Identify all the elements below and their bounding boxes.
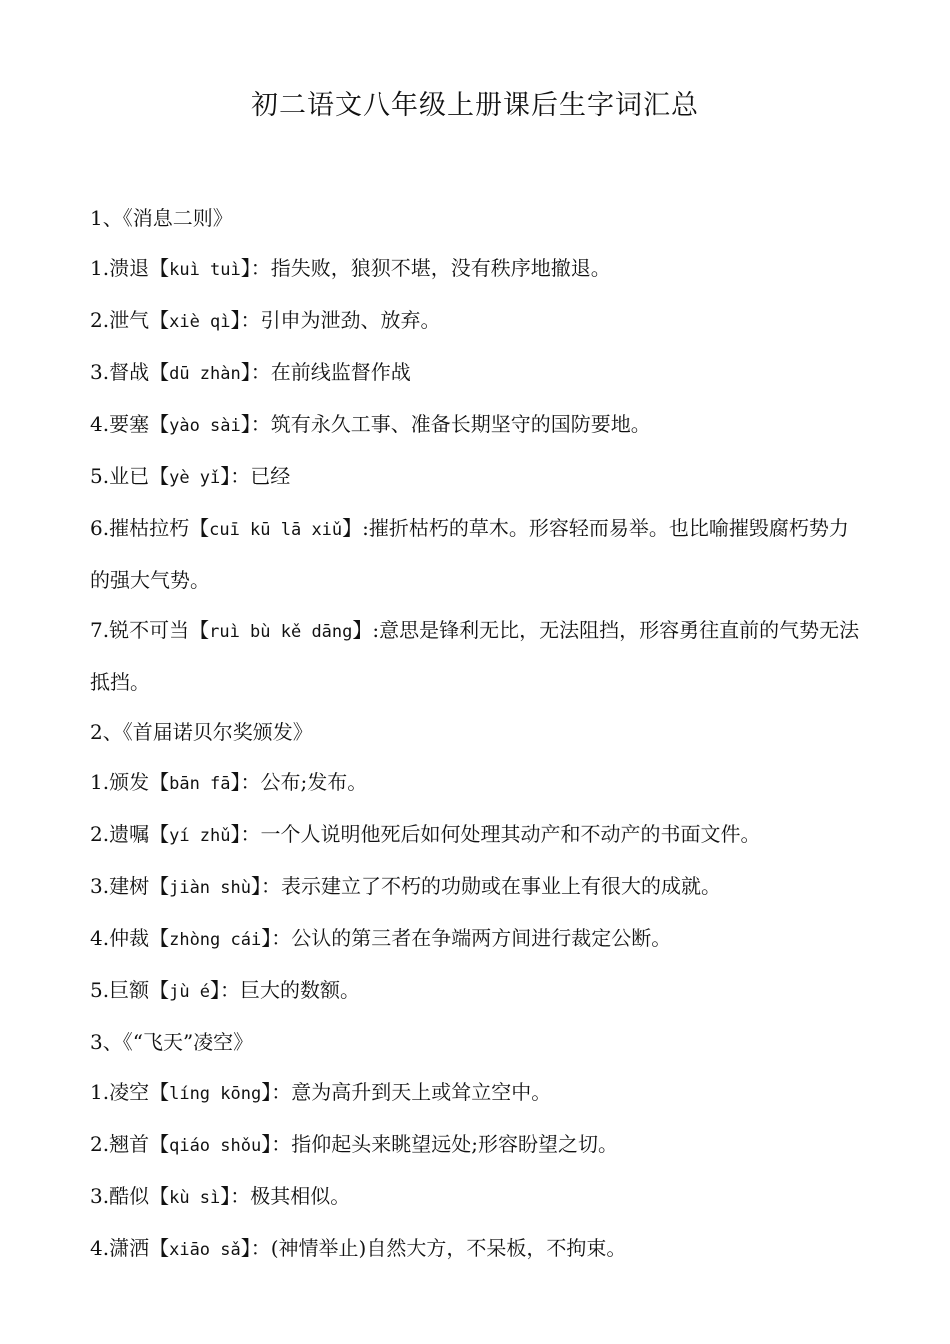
bracket-open: 【	[149, 822, 170, 846]
entry-definition: 引申为泄劲、放弃。	[260, 308, 441, 332]
entry-separator: ：	[240, 308, 261, 332]
entry-pinyin: dū zhàn	[169, 364, 241, 384]
entry-number: 6.	[90, 516, 110, 540]
entry-pinyin: yè yǐ	[169, 468, 221, 488]
bracket-open: 【	[189, 516, 210, 540]
bracket-open: 【	[149, 770, 170, 794]
bracket-open: 【	[149, 464, 170, 488]
bracket-open: 【	[149, 926, 170, 950]
entry-definition: 在前线监督作战	[270, 360, 411, 384]
entry-separator: ：	[250, 360, 271, 384]
entry-definition: 巨大的数额。	[240, 978, 361, 1002]
bracket-close: 】	[230, 308, 241, 332]
entry-number: 4.	[90, 412, 110, 436]
entry-separator: :	[372, 618, 380, 642]
entry-word: 凌空	[109, 1080, 150, 1104]
bracket-open: 【	[149, 1132, 170, 1156]
entry-pinyin: ruì bù kě dāng	[209, 622, 353, 642]
entry-number: 1.	[90, 770, 110, 794]
entry-separator: ：	[250, 256, 271, 280]
entry-pinyin: xiè qì	[169, 312, 231, 332]
bracket-close: 】	[240, 256, 251, 280]
entry-pinyin: kù sì	[169, 1188, 221, 1208]
entry-separator: ：	[271, 926, 292, 950]
entry-pinyin: qiáo shǒu	[169, 1136, 262, 1156]
entry-number: 7.	[90, 618, 110, 642]
entry-separator: ：	[240, 770, 261, 794]
entry-separator: ：	[240, 822, 261, 846]
entry-number: 2.	[90, 1132, 110, 1156]
vocab-entry	[90, 399, 865, 451]
entry-definition: 公认的第三者在争端两方间进行裁定公断。	[291, 926, 672, 950]
entry-pinyin: kuì tuì	[169, 260, 241, 280]
bracket-close: 】	[261, 1080, 272, 1104]
entry-word: 酷似	[109, 1184, 150, 1208]
entry-word: 督战	[109, 360, 150, 384]
entry-definition: 已经	[250, 464, 291, 488]
entry-separator: ：	[220, 978, 241, 1002]
entry-word: 巨额	[109, 978, 150, 1002]
bracket-open: 【	[189, 618, 210, 642]
section-heading: 3、《“飞天”凌空》	[90, 1030, 254, 1054]
entry-definition: 筑有永久工事、准备长期坚守的国防要地。	[270, 412, 651, 436]
vocab-entry	[90, 861, 865, 913]
section-heading: 1、《消息二则》	[90, 206, 233, 230]
bracket-open: 【	[149, 1080, 170, 1104]
entry-word: 泄气	[109, 308, 150, 332]
entry-definition: 意为高升到天上或耸立空中。	[291, 1080, 552, 1104]
entry-pinyin: jù é	[169, 982, 211, 1002]
entry-pinyin: bān fā	[169, 774, 231, 794]
entry-definition: (神情举止)自然大方，不呆板，不拘束。	[270, 1236, 627, 1260]
entry-number: 5.	[90, 978, 110, 1002]
entry-number: 3.	[90, 360, 110, 384]
vocab-entry	[90, 1223, 865, 1275]
entry-number: 2.	[90, 308, 110, 332]
bracket-close: 】	[250, 874, 261, 898]
entry-separator: :	[362, 516, 369, 540]
vocab-entry	[90, 243, 865, 295]
entry-definition: 表示建立了不朽的功勋或在事业上有很大的成就。	[280, 874, 721, 898]
bracket-close: 】	[352, 618, 373, 642]
entry-word: 要塞	[109, 412, 150, 436]
bracket-close: 】	[240, 412, 251, 436]
entry-number: 4.	[90, 1236, 110, 1260]
bracket-close: 】	[220, 1184, 231, 1208]
bracket-close: 】	[210, 978, 221, 1002]
entry-definition: 摧折枯朽的草木。形容轻而易举。也比喻摧毁腐朽势力的强大气势。	[90, 516, 849, 592]
entry-pinyin: xiāo sǎ	[169, 1240, 241, 1260]
bracket-open: 【	[149, 412, 170, 436]
bracket-close: 】	[230, 770, 241, 794]
vocab-entry	[90, 913, 865, 965]
entry-word: 颁发	[109, 770, 150, 794]
entry-word: 业已	[109, 464, 150, 488]
entry-number: 5.	[90, 464, 110, 488]
entry-word: 溃退	[109, 256, 150, 280]
vocab-entry	[90, 757, 865, 809]
bracket-open: 【	[149, 1236, 170, 1260]
bracket-open: 【	[149, 978, 170, 1002]
entry-definition: 指失败，狼狈不堪，没有秩序地撤退。	[270, 256, 611, 280]
bracket-close: 】	[342, 516, 363, 540]
bracket-close: 】	[261, 926, 272, 950]
entry-pinyin: yí zhǔ	[169, 826, 231, 846]
bracket-close: 】	[240, 1236, 251, 1260]
entry-word: 翘首	[109, 1132, 150, 1156]
entry-pinyin: líng kōng	[169, 1084, 262, 1104]
entry-word: 仲裁	[109, 926, 150, 950]
bracket-close: 】	[230, 822, 241, 846]
entry-separator: ：	[271, 1132, 292, 1156]
bracket-close: 】	[261, 1132, 272, 1156]
vocab-entry	[90, 503, 865, 605]
entry-word: 潇洒	[109, 1236, 150, 1260]
entry-word: 建树	[109, 874, 150, 898]
document-title: 初二语文八年级上册课后生字词汇总	[251, 90, 699, 121]
entry-definition: 一个人说明他死后如何处理其动产和不动产的书面文件。	[260, 822, 761, 846]
vocab-entry	[90, 451, 865, 503]
entry-word: 遗嘱	[109, 822, 150, 846]
entry-pinyin: zhòng cái	[169, 930, 262, 950]
vocab-entry	[90, 965, 865, 1017]
entry-definition: 意思是锋利无比，无法阻挡，形容勇往直前的气势无法抵挡。	[90, 618, 860, 694]
entry-separator: ：	[230, 1184, 251, 1208]
bracket-open: 【	[149, 256, 170, 280]
vocab-entry	[90, 295, 865, 347]
entry-separator: ：	[260, 874, 281, 898]
bracket-close: 】	[220, 464, 231, 488]
entry-word: 摧枯拉朽	[109, 516, 190, 540]
entry-definition: 极其相似。	[250, 1184, 351, 1208]
vocab-entry	[90, 1067, 865, 1119]
entry-number: 3.	[90, 874, 110, 898]
entry-number: 4.	[90, 926, 110, 950]
entry-number: 2.	[90, 822, 110, 846]
bracket-open: 【	[149, 360, 170, 384]
entry-number: 1.	[90, 1080, 110, 1104]
entry-word: 锐不可当	[109, 618, 190, 642]
bracket-close: 】	[240, 360, 251, 384]
entry-definition: 公布;发布。	[260, 770, 368, 794]
entry-number: 3.	[90, 1184, 110, 1208]
vocab-entry	[90, 347, 865, 399]
entry-definition: 指仰起头来眺望远处;形容盼望之切。	[291, 1132, 618, 1156]
section-heading: 2、《首届诺贝尔奖颁发》	[90, 720, 313, 744]
entry-number: 1.	[90, 256, 110, 280]
entry-separator: ：	[250, 412, 271, 436]
vocab-entry	[90, 605, 865, 707]
vocab-entry	[90, 1119, 865, 1171]
bracket-open: 【	[149, 1184, 170, 1208]
entry-separator: ：	[230, 464, 251, 488]
bracket-open: 【	[149, 308, 170, 332]
vocab-entry	[90, 1171, 865, 1223]
entry-separator: ：	[250, 1236, 271, 1260]
entry-separator: ：	[271, 1080, 292, 1104]
entry-pinyin: cuī kū lā xiǔ	[209, 520, 343, 540]
vocab-entry	[90, 809, 865, 861]
entry-pinyin: jiàn shù	[169, 878, 251, 898]
vocabulary-content	[90, 193, 865, 1275]
bracket-open: 【	[149, 874, 170, 898]
entry-pinyin: yào sài	[169, 416, 241, 436]
